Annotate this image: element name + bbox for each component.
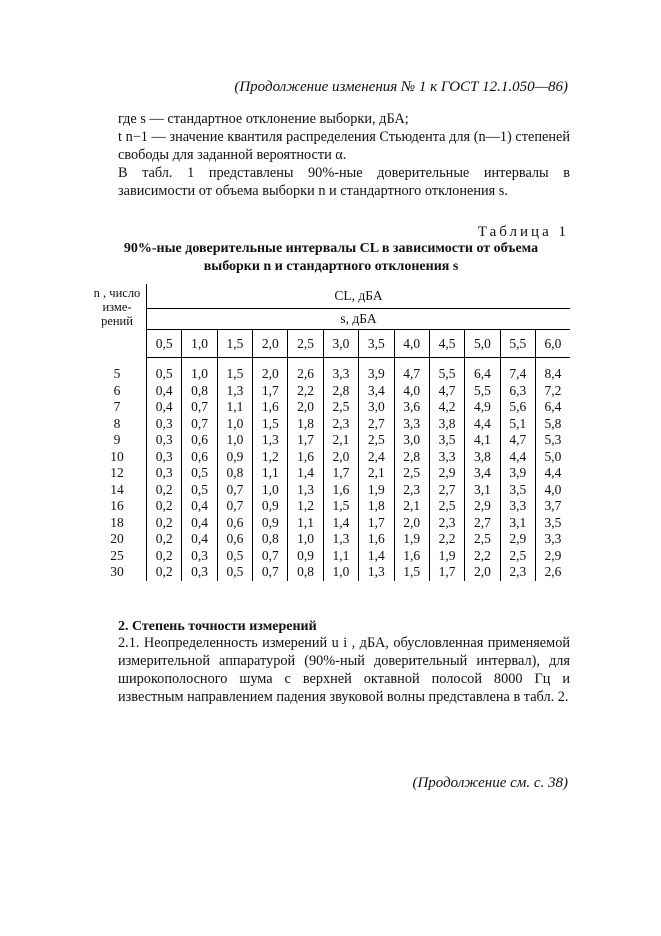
value-cell: 0,4 bbox=[155, 382, 173, 398]
spacer-cell bbox=[182, 358, 217, 367]
paragraph-t-definition: t n−1 — значение квантиля распределения Стьюдента для (n—1) степеней свободы для заданной вероятности α. bbox=[118, 129, 570, 163]
table-row bbox=[88, 416, 570, 433]
value-cell: 1,0 bbox=[217, 416, 252, 433]
value-cell: 1,4 bbox=[323, 515, 358, 532]
value-cell: 1,3 bbox=[253, 432, 288, 449]
value-cell: 4,7 bbox=[394, 366, 429, 383]
value-cell: 2,5 bbox=[359, 432, 394, 449]
value-cell: 3,8 bbox=[429, 416, 464, 433]
spacer-cell bbox=[359, 358, 394, 367]
n-cell: 16 bbox=[88, 498, 147, 515]
table-row bbox=[88, 515, 570, 532]
value-cell: 3,4 bbox=[465, 465, 500, 482]
value-cell: 1,6 bbox=[394, 548, 429, 565]
value-cell: 1,3 bbox=[288, 482, 323, 499]
value-cell: 0,2 bbox=[155, 498, 173, 514]
value-cell: 2,5 bbox=[394, 465, 429, 482]
value-cell: 1,7 bbox=[359, 515, 394, 532]
value-cell: 1,6 bbox=[288, 449, 323, 466]
n-cell: 30 bbox=[88, 564, 147, 581]
value-cell: 5,8 bbox=[535, 416, 570, 433]
value-cell: 0,5 bbox=[155, 366, 173, 382]
s-header: s, дБА bbox=[147, 309, 571, 330]
value-cell: 2,1 bbox=[394, 498, 429, 515]
section-title: 2. Степень точности измерений bbox=[118, 619, 317, 634]
value-cell: 2,7 bbox=[359, 416, 394, 433]
value-cell: 0,4 bbox=[182, 498, 217, 515]
value-cell: 1,5 bbox=[253, 416, 288, 433]
value-cell: 2,2 bbox=[465, 548, 500, 565]
spacer-cell bbox=[465, 358, 500, 367]
value-cell: 4,7 bbox=[429, 383, 464, 400]
value-cell: 2,2 bbox=[288, 383, 323, 400]
table-label: Таблица 1 bbox=[477, 224, 569, 240]
n-cell: 7 bbox=[88, 399, 147, 416]
table-row bbox=[88, 498, 570, 515]
value-cell: 3,8 bbox=[465, 449, 500, 466]
value-cell: 3,3 bbox=[394, 416, 429, 433]
n-cell: 8 bbox=[88, 416, 147, 433]
s-value-header: 0,5 bbox=[147, 330, 182, 358]
table-body bbox=[88, 358, 570, 581]
value-cell: 2,6 bbox=[535, 564, 570, 581]
value-cell: 6,4 bbox=[465, 366, 500, 383]
value-cell: 0,8 bbox=[182, 383, 217, 400]
value-cell: 0,8 bbox=[288, 564, 323, 581]
value-cell: 2,9 bbox=[500, 531, 535, 548]
value-cell: 2,9 bbox=[535, 548, 570, 565]
value-cell: 3,7 bbox=[535, 498, 570, 515]
value-cell: 4,4 bbox=[465, 416, 500, 433]
table-row bbox=[88, 482, 570, 499]
s-value-header: 1,5 bbox=[217, 330, 252, 358]
spacer-cell bbox=[500, 358, 535, 367]
value-cell: 4,7 bbox=[500, 432, 535, 449]
spacer-cell bbox=[88, 358, 147, 367]
value-cell: 1,7 bbox=[288, 432, 323, 449]
value-cell: 1,5 bbox=[394, 564, 429, 581]
value-cell: 3,4 bbox=[359, 383, 394, 400]
value-cell: 0,7 bbox=[217, 482, 252, 499]
value-cell: 1,5 bbox=[217, 366, 252, 383]
value-cell: 0,2 bbox=[155, 547, 173, 563]
value-cell: 2,0 bbox=[253, 366, 288, 383]
value-cell: 2,3 bbox=[394, 482, 429, 499]
value-cell: 0,4 bbox=[182, 531, 217, 548]
value-cell: 3,0 bbox=[394, 432, 429, 449]
value-cell: 1,1 bbox=[217, 399, 252, 416]
value-cell: 3,6 bbox=[394, 399, 429, 416]
value-cell: 0,6 bbox=[182, 449, 217, 466]
value-cell: 0,3 bbox=[155, 448, 173, 464]
value-cell: 5,5 bbox=[465, 383, 500, 400]
cl-header: CL, дБА bbox=[147, 284, 571, 309]
value-cell: 5,6 bbox=[500, 399, 535, 416]
n-cell: 9 bbox=[88, 432, 147, 449]
value-cell: 5,3 bbox=[535, 432, 570, 449]
value-cell: 2,3 bbox=[429, 515, 464, 532]
value-cell: 0,8 bbox=[253, 531, 288, 548]
value-cell: 3,9 bbox=[359, 366, 394, 383]
value-cell: 2,1 bbox=[323, 432, 358, 449]
value-cell: 0,3 bbox=[155, 465, 173, 481]
value-cell: 3,1 bbox=[500, 515, 535, 532]
value-cell: 2,0 bbox=[394, 515, 429, 532]
n-cell: 25 bbox=[88, 548, 147, 565]
value-cell: 4,4 bbox=[535, 465, 570, 482]
value-cell: 2,8 bbox=[323, 383, 358, 400]
n-column-header: n , число изме- рений bbox=[88, 284, 147, 358]
value-cell: 0,5 bbox=[182, 482, 217, 499]
value-cell: 1,8 bbox=[359, 498, 394, 515]
value-cell: 0,6 bbox=[182, 432, 217, 449]
value-cell: 2,7 bbox=[465, 515, 500, 532]
value-cell: 2,6 bbox=[288, 366, 323, 383]
value-cell: 3,3 bbox=[429, 449, 464, 466]
s-values-row bbox=[88, 330, 570, 358]
value-cell: 8,4 bbox=[535, 366, 570, 383]
s-value-header: 2,5 bbox=[288, 330, 323, 358]
table-row bbox=[88, 449, 570, 466]
n-cell: 18 bbox=[88, 515, 147, 532]
table-row bbox=[88, 383, 570, 400]
n-cell: 5 bbox=[88, 366, 147, 383]
value-cell: 4,2 bbox=[429, 399, 464, 416]
s-value-header: 5,0 bbox=[465, 330, 500, 358]
value-cell: 0,2 bbox=[155, 564, 173, 580]
value-cell: 1,4 bbox=[359, 548, 394, 565]
value-cell: 0,5 bbox=[217, 548, 252, 565]
value-cell: 0,2 bbox=[155, 481, 173, 497]
value-cell: 1,7 bbox=[429, 564, 464, 581]
spacer-cell bbox=[394, 358, 429, 367]
value-cell: 1,9 bbox=[394, 531, 429, 548]
value-cell: 1,9 bbox=[429, 548, 464, 565]
table-title-line1: 90%-ные доверительные интервалы CL в зависимости от объема bbox=[123, 241, 539, 256]
value-cell: 2,1 bbox=[359, 465, 394, 482]
value-cell: 5,0 bbox=[535, 449, 570, 466]
value-cell: 0,9 bbox=[217, 449, 252, 466]
value-cell: 5,1 bbox=[500, 416, 535, 433]
value-cell: 7,4 bbox=[500, 366, 535, 383]
value-cell: 7,2 bbox=[535, 383, 570, 400]
value-cell: 1,6 bbox=[323, 482, 358, 499]
value-cell: 0,5 bbox=[217, 564, 252, 581]
paragraph-s-definition: где s — стандартное отклонение выборки, дБА; bbox=[118, 111, 409, 127]
table-row bbox=[88, 399, 570, 416]
spacer-cell bbox=[323, 358, 358, 367]
value-cell: 3,3 bbox=[323, 366, 358, 383]
value-cell: 0,4 bbox=[155, 399, 173, 415]
n-cell: 20 bbox=[88, 531, 147, 548]
value-cell: 1,0 bbox=[217, 432, 252, 449]
table-row bbox=[88, 564, 570, 581]
value-cell: 0,4 bbox=[182, 515, 217, 532]
value-cell: 4,0 bbox=[535, 482, 570, 499]
value-cell: 1,1 bbox=[288, 515, 323, 532]
spacer-cell bbox=[535, 358, 570, 367]
page-footer: (Продолжение см. с. 38) bbox=[412, 775, 568, 791]
value-cell: 1,5 bbox=[323, 498, 358, 515]
value-cell: 4,1 bbox=[465, 432, 500, 449]
value-cell: 0,7 bbox=[217, 498, 252, 515]
n-cell: 14 bbox=[88, 482, 147, 499]
value-cell: 2,5 bbox=[465, 531, 500, 548]
table-row bbox=[88, 548, 570, 565]
value-cell: 3,3 bbox=[535, 531, 570, 548]
value-cell: 2,7 bbox=[429, 482, 464, 499]
value-cell: 1,1 bbox=[323, 548, 358, 565]
spacer-cell bbox=[147, 358, 182, 367]
value-cell: 1,0 bbox=[253, 482, 288, 499]
value-cell: 2,2 bbox=[429, 531, 464, 548]
value-cell: 0,5 bbox=[182, 465, 217, 482]
value-cell: 3,0 bbox=[359, 399, 394, 416]
value-cell: 0,7 bbox=[182, 416, 217, 433]
value-cell: 0,2 bbox=[155, 531, 173, 547]
value-cell: 1,2 bbox=[253, 449, 288, 466]
value-cell: 1,9 bbox=[359, 482, 394, 499]
value-cell: 2,3 bbox=[500, 564, 535, 581]
s-value-header: 3,5 bbox=[359, 330, 394, 358]
value-cell: 2,3 bbox=[323, 416, 358, 433]
page-header: (Продолжение изменения № 1 к ГОСТ 12.1.050—86) bbox=[234, 79, 568, 95]
section-paragraph: 2.1. Неопределенность измерений u i , дБА, обусловленная применяемой измерительной аппаратурой (90%-ный доверительный интервал), для широкополосного шума с верхней октавной полосой 8000 Гц и известным направлением падения звуковой волны представлена в табл. 2. bbox=[118, 635, 570, 705]
value-cell: 0,7 bbox=[182, 399, 217, 416]
spacer-cell bbox=[253, 358, 288, 367]
value-cell: 2,0 bbox=[465, 564, 500, 581]
value-cell: 1,1 bbox=[253, 465, 288, 482]
s-value-header: 4,5 bbox=[429, 330, 464, 358]
value-cell: 6,3 bbox=[500, 383, 535, 400]
spacer-row bbox=[88, 358, 570, 367]
value-cell: 0,7 bbox=[253, 564, 288, 581]
value-cell: 4,0 bbox=[394, 383, 429, 400]
value-cell: 1,3 bbox=[323, 531, 358, 548]
value-cell: 1,7 bbox=[323, 465, 358, 482]
value-cell: 3,3 bbox=[500, 498, 535, 515]
n-cell: 12 bbox=[88, 465, 147, 482]
value-cell: 0,6 bbox=[217, 515, 252, 532]
value-cell: 2,9 bbox=[465, 498, 500, 515]
table-row bbox=[88, 531, 570, 548]
s-value-header: 5,5 bbox=[500, 330, 535, 358]
n-cell: 6 bbox=[88, 383, 147, 400]
value-cell: 1,8 bbox=[288, 416, 323, 433]
spacer-cell bbox=[429, 358, 464, 367]
value-cell: 2,0 bbox=[323, 449, 358, 466]
value-cell: 2,0 bbox=[288, 399, 323, 416]
s-value-header: 3,0 bbox=[323, 330, 358, 358]
value-cell: 0,2 bbox=[155, 514, 173, 530]
spacer-cell bbox=[217, 358, 252, 367]
value-cell: 5,5 bbox=[429, 366, 464, 383]
value-cell: 2,4 bbox=[359, 449, 394, 466]
value-cell: 1,0 bbox=[323, 564, 358, 581]
value-cell: 1,3 bbox=[359, 564, 394, 581]
value-cell: 0,3 bbox=[155, 432, 173, 448]
table-row bbox=[88, 465, 570, 482]
value-cell: 1,6 bbox=[253, 399, 288, 416]
value-cell: 4,9 bbox=[465, 399, 500, 416]
value-cell: 0,9 bbox=[253, 515, 288, 532]
s-value-header: 1,0 bbox=[182, 330, 217, 358]
s-value-header: 4,0 bbox=[394, 330, 429, 358]
spacer-cell bbox=[288, 358, 323, 367]
s-value-header: 2,0 bbox=[253, 330, 288, 358]
table-row bbox=[88, 432, 570, 449]
n-cell: 10 bbox=[88, 449, 147, 466]
value-cell: 1,2 bbox=[288, 498, 323, 515]
s-value-header: 6,0 bbox=[535, 330, 570, 358]
table-title bbox=[88, 240, 574, 276]
value-cell: 0,3 bbox=[182, 564, 217, 581]
value-cell: 2,8 bbox=[394, 449, 429, 466]
value-cell: 1,0 bbox=[288, 531, 323, 548]
table-title-line2: выборки n и стандартного отклонения s bbox=[203, 259, 459, 274]
value-cell: 0,8 bbox=[217, 465, 252, 482]
value-cell: 3,9 bbox=[500, 465, 535, 482]
value-cell: 4,4 bbox=[500, 449, 535, 466]
value-cell: 1,3 bbox=[217, 383, 252, 400]
value-cell: 1,7 bbox=[253, 383, 288, 400]
value-cell: 0,9 bbox=[253, 498, 288, 515]
confidence-interval-table bbox=[88, 284, 570, 581]
value-cell: 0,3 bbox=[155, 415, 173, 431]
value-cell: 0,3 bbox=[182, 548, 217, 565]
value-cell: 3,1 bbox=[465, 482, 500, 499]
value-cell: 2,5 bbox=[323, 399, 358, 416]
value-cell: 2,9 bbox=[429, 465, 464, 482]
value-cell: 1,4 bbox=[288, 465, 323, 482]
table-row bbox=[88, 366, 570, 383]
value-cell: 3,5 bbox=[535, 515, 570, 532]
value-cell: 2,5 bbox=[429, 498, 464, 515]
value-cell: 1,0 bbox=[182, 366, 217, 383]
value-cell: 3,5 bbox=[429, 432, 464, 449]
value-cell: 0,7 bbox=[253, 548, 288, 565]
value-cell: 2,5 bbox=[500, 548, 535, 565]
value-cell: 1,6 bbox=[359, 531, 394, 548]
paragraph-table-intro: В табл. 1 представлены 90%-ные доверительные интервалы в зависимости от объема выборки n и стандартного отклонения s. bbox=[118, 165, 570, 199]
value-cell: 0,6 bbox=[217, 531, 252, 548]
value-cell: 6,4 bbox=[535, 399, 570, 416]
value-cell: 3,5 bbox=[500, 482, 535, 499]
value-cell: 0,9 bbox=[288, 548, 323, 565]
